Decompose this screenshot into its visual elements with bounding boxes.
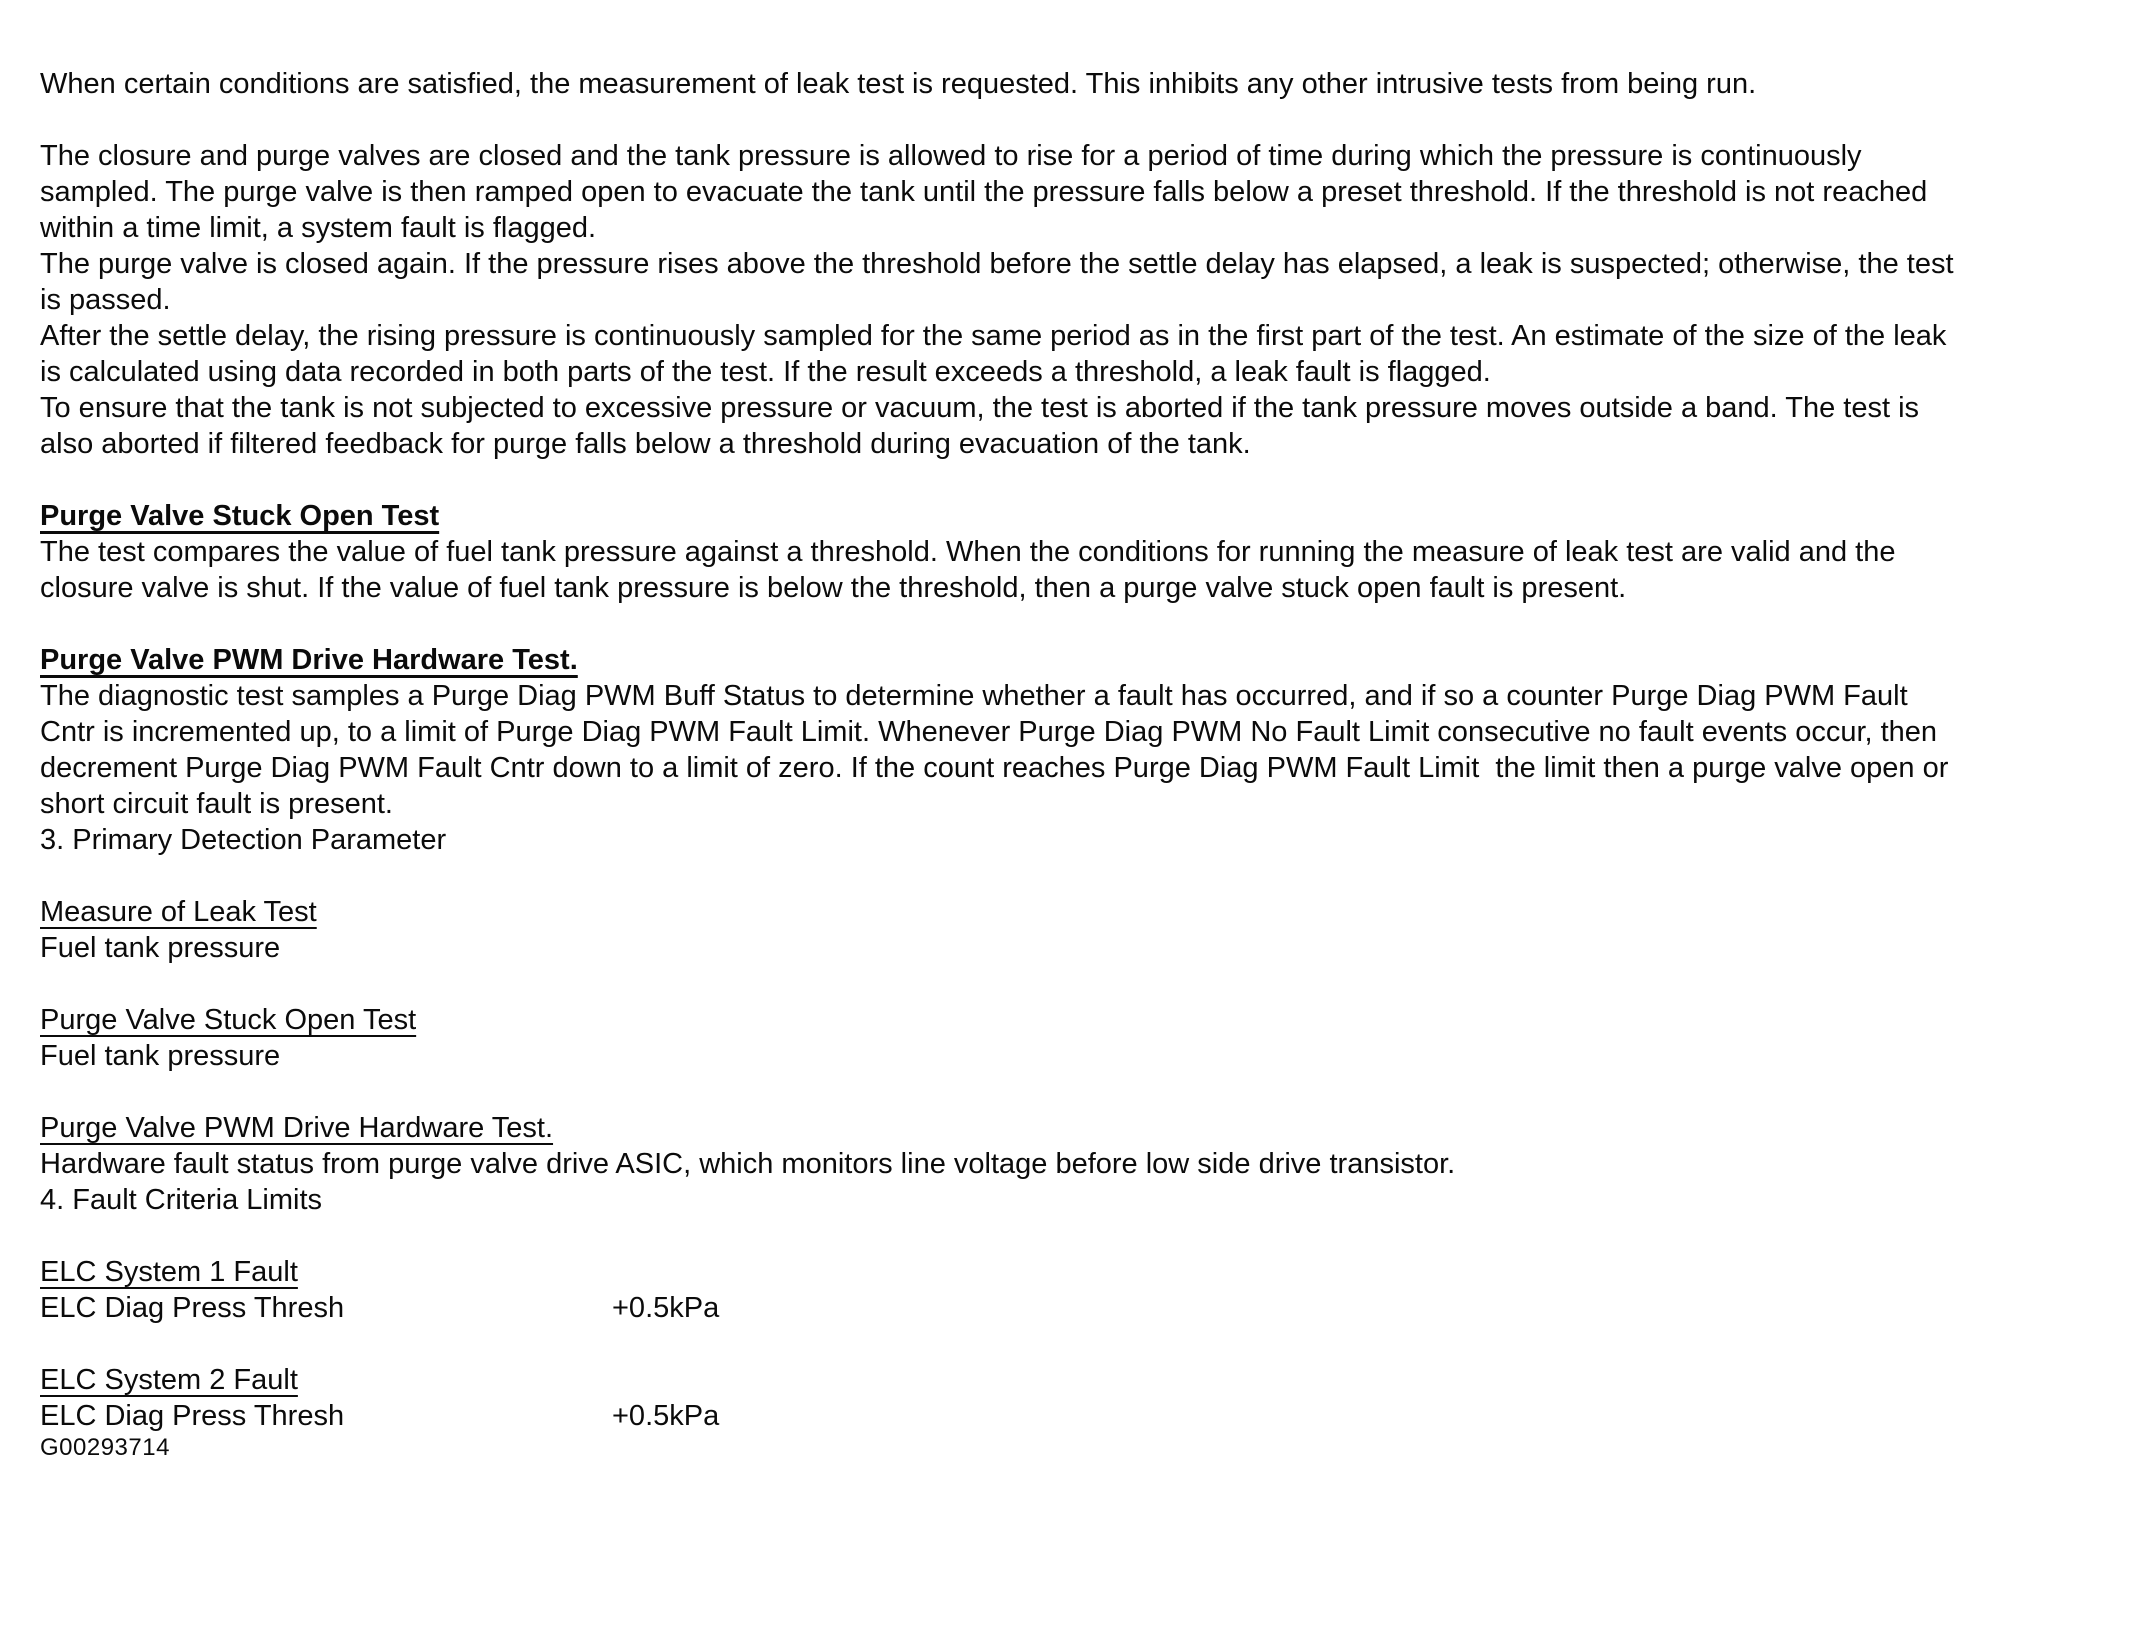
text-line: The closure and purge valves are closed and the tank pressure is allowed to rise for a period of time during which the pressure is continuously (40, 140, 1862, 172)
detection-item (40, 1002, 2122, 1074)
primary-detection-heading: 3. Primary Detection Parameter (40, 824, 447, 856)
section-purge-valve-stuck-open-test (40, 498, 2122, 606)
fault-param-value: +0.5kPa (612, 1400, 720, 1432)
text-line: is calculated using data recorded in both parts of the test. If the result exceeds a threshold, a leak fault is flagged. (40, 356, 1491, 388)
text-line: short circuit fault is present. (40, 788, 393, 820)
detection-item-value: Hardware fault status from purge valve drive ASIC, which monitors line voltage before low side drive transistor. (40, 1148, 1456, 1180)
text-line: sampled. The purge valve is then ramped open to evacuate the tank until the pressure falls below a preset threshold. If the threshold is not reached (40, 176, 1928, 208)
text-line: The diagnostic test samples a Purge Diag PWM Buff Status to determine whether a fault has occurred, and if so a counter Purge Diag PWM Fault (40, 680, 1908, 712)
text-line: within a time limit, a system fault is flagged. (40, 212, 597, 244)
intro-paragraph: When certain conditions are satisfied, the measurement of leak test is requested. This inhibits any other intrusive tests from being run. (40, 68, 1757, 100)
detection-item-value: Fuel tank pressure (40, 1040, 281, 1072)
fault-item-title: ELC System 1 Fault (40, 1256, 298, 1288)
detection-item (40, 894, 2122, 966)
detection-item-title: Measure of Leak Test (40, 896, 317, 928)
text-line: Cntr is incremented up, to a limit of Purge Diag PWM Fault Limit. Whenever Purge Diag PWM No Fault Limit consecutive no fault events occur, then (40, 716, 1938, 748)
detection-item-value: Fuel tank pressure (40, 932, 281, 964)
text-line: decrement Purge Diag PWM Fault Cntr down to a limit of zero. If the count reaches Purge Diag PWM Fault Limit the limit then a purge valve open or (40, 752, 1949, 784)
fault-param-label: ELC Diag Press Thresh (40, 1400, 345, 1432)
fault-param-label: ELC Diag Press Thresh (40, 1292, 345, 1324)
fault-criteria-item (40, 1254, 2122, 1326)
text-line: After the settle delay, the rising pressure is continuously sampled for the same period as in the first part of the test. An estimate of the size of the leak (40, 320, 1947, 352)
detection-item-title: Purge Valve Stuck Open Test (40, 1004, 417, 1036)
purge-valve-stuck-open-test-heading: Purge Valve Stuck Open Test (40, 500, 440, 532)
text-line: also aborted if filtered feedback for purge falls below a threshold during evacuation of the tank. (40, 428, 1251, 460)
measure-of-leak-description (40, 138, 2122, 462)
figure-id: G00293714 (40, 1434, 170, 1461)
fault-item-row (40, 1398, 2122, 1434)
fault-criteria-heading: 4. Fault Criteria Limits (40, 1184, 323, 1216)
text-line: To ensure that the tank is not subjected to excessive pressure or vacuum, the test is aborted if the tank pressure moves outside a band. The test is (40, 392, 1920, 424)
text-line: closure valve is shut. If the value of fuel tank pressure is below the threshold, then a purge valve stuck open fault is present. (40, 572, 1627, 604)
detection-item (40, 1110, 2122, 1182)
fault-param-value: +0.5kPa (612, 1292, 720, 1324)
fault-item-row (40, 1290, 2122, 1326)
text-line: The purge valve is closed again. If the pressure rises above the threshold before the settle delay has elapsed, a leak is suspected; otherwise, the test (40, 248, 1954, 280)
text-line: is passed. (40, 284, 171, 316)
fault-criteria-item (40, 1362, 2122, 1434)
detection-item-title: Purge Valve PWM Drive Hardware Test. (40, 1112, 554, 1144)
fault-item-title: ELC System 2 Fault (40, 1364, 298, 1396)
section-purge-valve-pwm-test (40, 642, 2122, 822)
text-line: The test compares the value of fuel tank pressure against a threshold. When the conditions for running the measure of leak test are valid and the (40, 536, 1896, 568)
purge-valve-pwm-test-heading: Purge Valve PWM Drive Hardware Test. (40, 644, 578, 676)
